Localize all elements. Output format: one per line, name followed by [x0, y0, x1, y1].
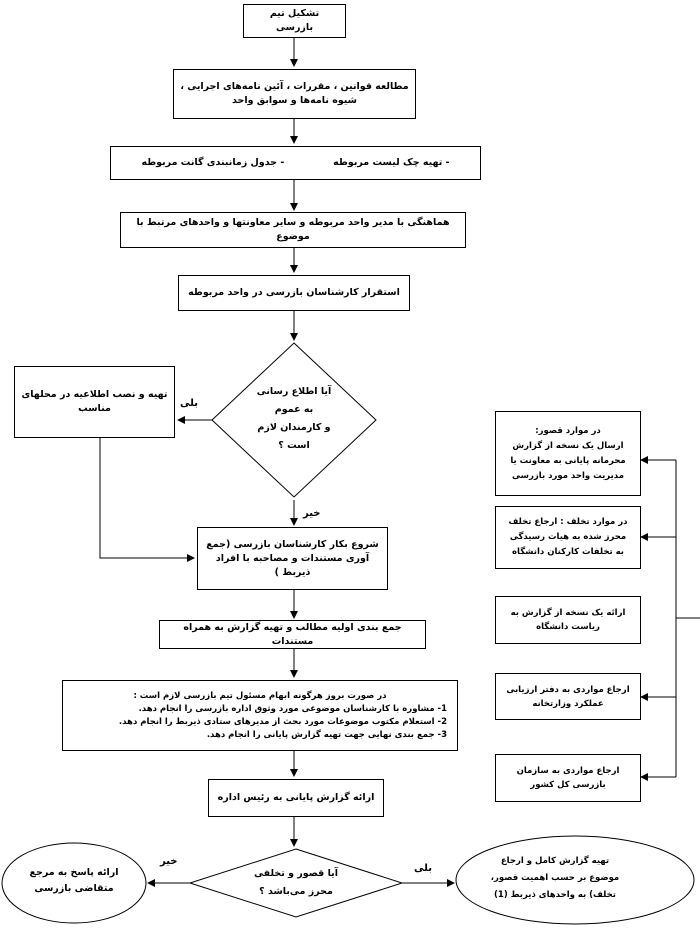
decision-1-text: [232, 383, 356, 455]
step-final-report: [208, 779, 384, 817]
decision-2-no-label: خیر: [160, 856, 178, 867]
step-post-notice: [14, 366, 175, 438]
step-coordination: [120, 212, 466, 248]
decision-1-no-label: خیر: [303, 508, 321, 519]
step-coordination-text: هماهنگی با مدیر واحد مربوطه و سایر معاونتها و واحدهای مرتبط با موضوع: [136, 217, 450, 242]
side-national-inspection-line2: بازرسی کل کشور: [530, 780, 606, 790]
end-no-line2: متقاضی بازرسی: [34, 883, 114, 894]
side-negligence-box: [495, 411, 641, 496]
side-president-box: [495, 596, 641, 644]
side-negligence-line1: در موارد قصور:: [535, 425, 601, 436]
step-form-team: [243, 4, 346, 38]
side-ministry-line2: عملکرد وزارتخانه: [532, 698, 604, 709]
decision-2-line2: محرز می‌باشد ؟: [259, 886, 333, 897]
step-post-notice-line1: تهیه و نصب اطلاعیه در محلهای: [21, 389, 168, 400]
step-ambiguity-line2: 2- استعلام مکتوب موضوعات مورد بحث از مدیرهای ستادی ذیربط را انجام دهد.: [118, 716, 447, 727]
decision-1-line2: به عموم: [274, 404, 314, 415]
end-yes-line2: موضوع بر حسب اهمیت قصور،: [490, 873, 620, 883]
side-national-inspection-box: [495, 754, 641, 802]
step-deploy-inspectors-text: استقرار کارشناسان بازرسی در واحد مربوطه: [188, 287, 400, 298]
side-president-line2: ریاست دانشگاه: [536, 622, 600, 632]
side-president-line1: ارائه یک نسخه از گزارش به: [510, 608, 626, 618]
step-start-inspection: [197, 527, 388, 590]
step-ambiguity-line3: 3- جمع بندی نهایی جهت تهیه گزارش پایانی را انجام دهد.: [206, 729, 447, 740]
step-initial-summary-text: جمع بندی اولیه مطالب و تهیه گزارش به همراه مستندات: [183, 621, 402, 647]
side-national-inspection-line1: ارجاع مواردی به سازمان: [516, 766, 620, 776]
decision-2-yes-label: بلی: [414, 863, 432, 874]
step-ambiguity-line0: در صورت بروز هرگونه ابهام مسئول تیم بازرسی لازم است :: [133, 690, 387, 701]
end-yes-text: [480, 853, 630, 904]
decision-1-line3: و کارمندان لازم: [257, 422, 331, 433]
end-yes-line1: تهیه گزارش کامل و ارجاع: [500, 856, 610, 866]
side-violation-line2: محرز شده به هیات رسیدگی: [509, 532, 627, 542]
decision-2-text: [236, 865, 356, 901]
step-checklist: [110, 146, 481, 180]
step-study-rules: [173, 69, 416, 119]
step-ambiguity-line1: 1- مشاوره با کارشناسان موضوعی مورد وثوق اداره بازرسی را انجام دهد.: [138, 703, 447, 714]
step-start-inspection-line2: آوری مستندات و مصاحبه با افراد ذیربط ): [215, 552, 370, 578]
step-checklist-part2: - جدول زمانبندی گانت مربوطه: [141, 157, 285, 168]
step-checklist-part1: - تهیه چک لیست مربوطه: [333, 157, 450, 168]
step-post-notice-line2: مناسب: [78, 403, 111, 414]
side-violation-line3: به تخلفات کارکنان دانشگاه: [511, 547, 625, 557]
side-ministry-box: [495, 673, 641, 720]
step-final-report-text: ارائه گزارش پایانی به رئیس اداره: [217, 792, 375, 803]
end-no-line1: ارائه پاسخ به مرجع: [29, 867, 119, 878]
step-study-rules-line1: مطالعه قوانین ، مقررات ، آئین نامه‌های اجرایی ،: [180, 81, 409, 92]
side-violation-box: [495, 506, 641, 569]
step-start-inspection-line1: شروع بکار کارشناسان بازرسی (جمع: [206, 538, 379, 550]
decision-2-line1: آیا قصور و تخلفی: [254, 868, 338, 879]
end-yes-line3: تخلف) به واحدهای ذیربط (1): [494, 890, 616, 900]
decision-1-line4: است ؟: [278, 440, 310, 451]
side-negligence-line3: محرمانه پایانی به معاونت یا: [510, 455, 626, 466]
step-ambiguity: [62, 680, 458, 751]
decision-1-line1: آیا اطلاع رسانی: [256, 386, 332, 397]
arrow-yesbox-to-6: [100, 438, 194, 558]
decision-1-yes-label: بلی: [180, 398, 198, 409]
side-violation-line1: در موارد تخلف : ارجاع تخلف: [508, 517, 628, 527]
step-study-rules-line2: شیوه نامه‌ها و سوابق واحد: [231, 95, 358, 106]
side-ministry-line1: ارجاع مواردی به دفتر ارزیابی: [506, 684, 630, 695]
side-negligence-line4: مدیریت واحد مورد بازرسی: [512, 470, 624, 481]
side-negligence-line2: ارسال یک نسخه از گزارش: [512, 440, 624, 451]
step-form-team-text: تشکیل تیم بازرسی: [269, 8, 320, 33]
step-initial-summary: [159, 620, 426, 649]
end-no-text: [12, 865, 136, 897]
step-deploy-inspectors: [178, 275, 410, 311]
